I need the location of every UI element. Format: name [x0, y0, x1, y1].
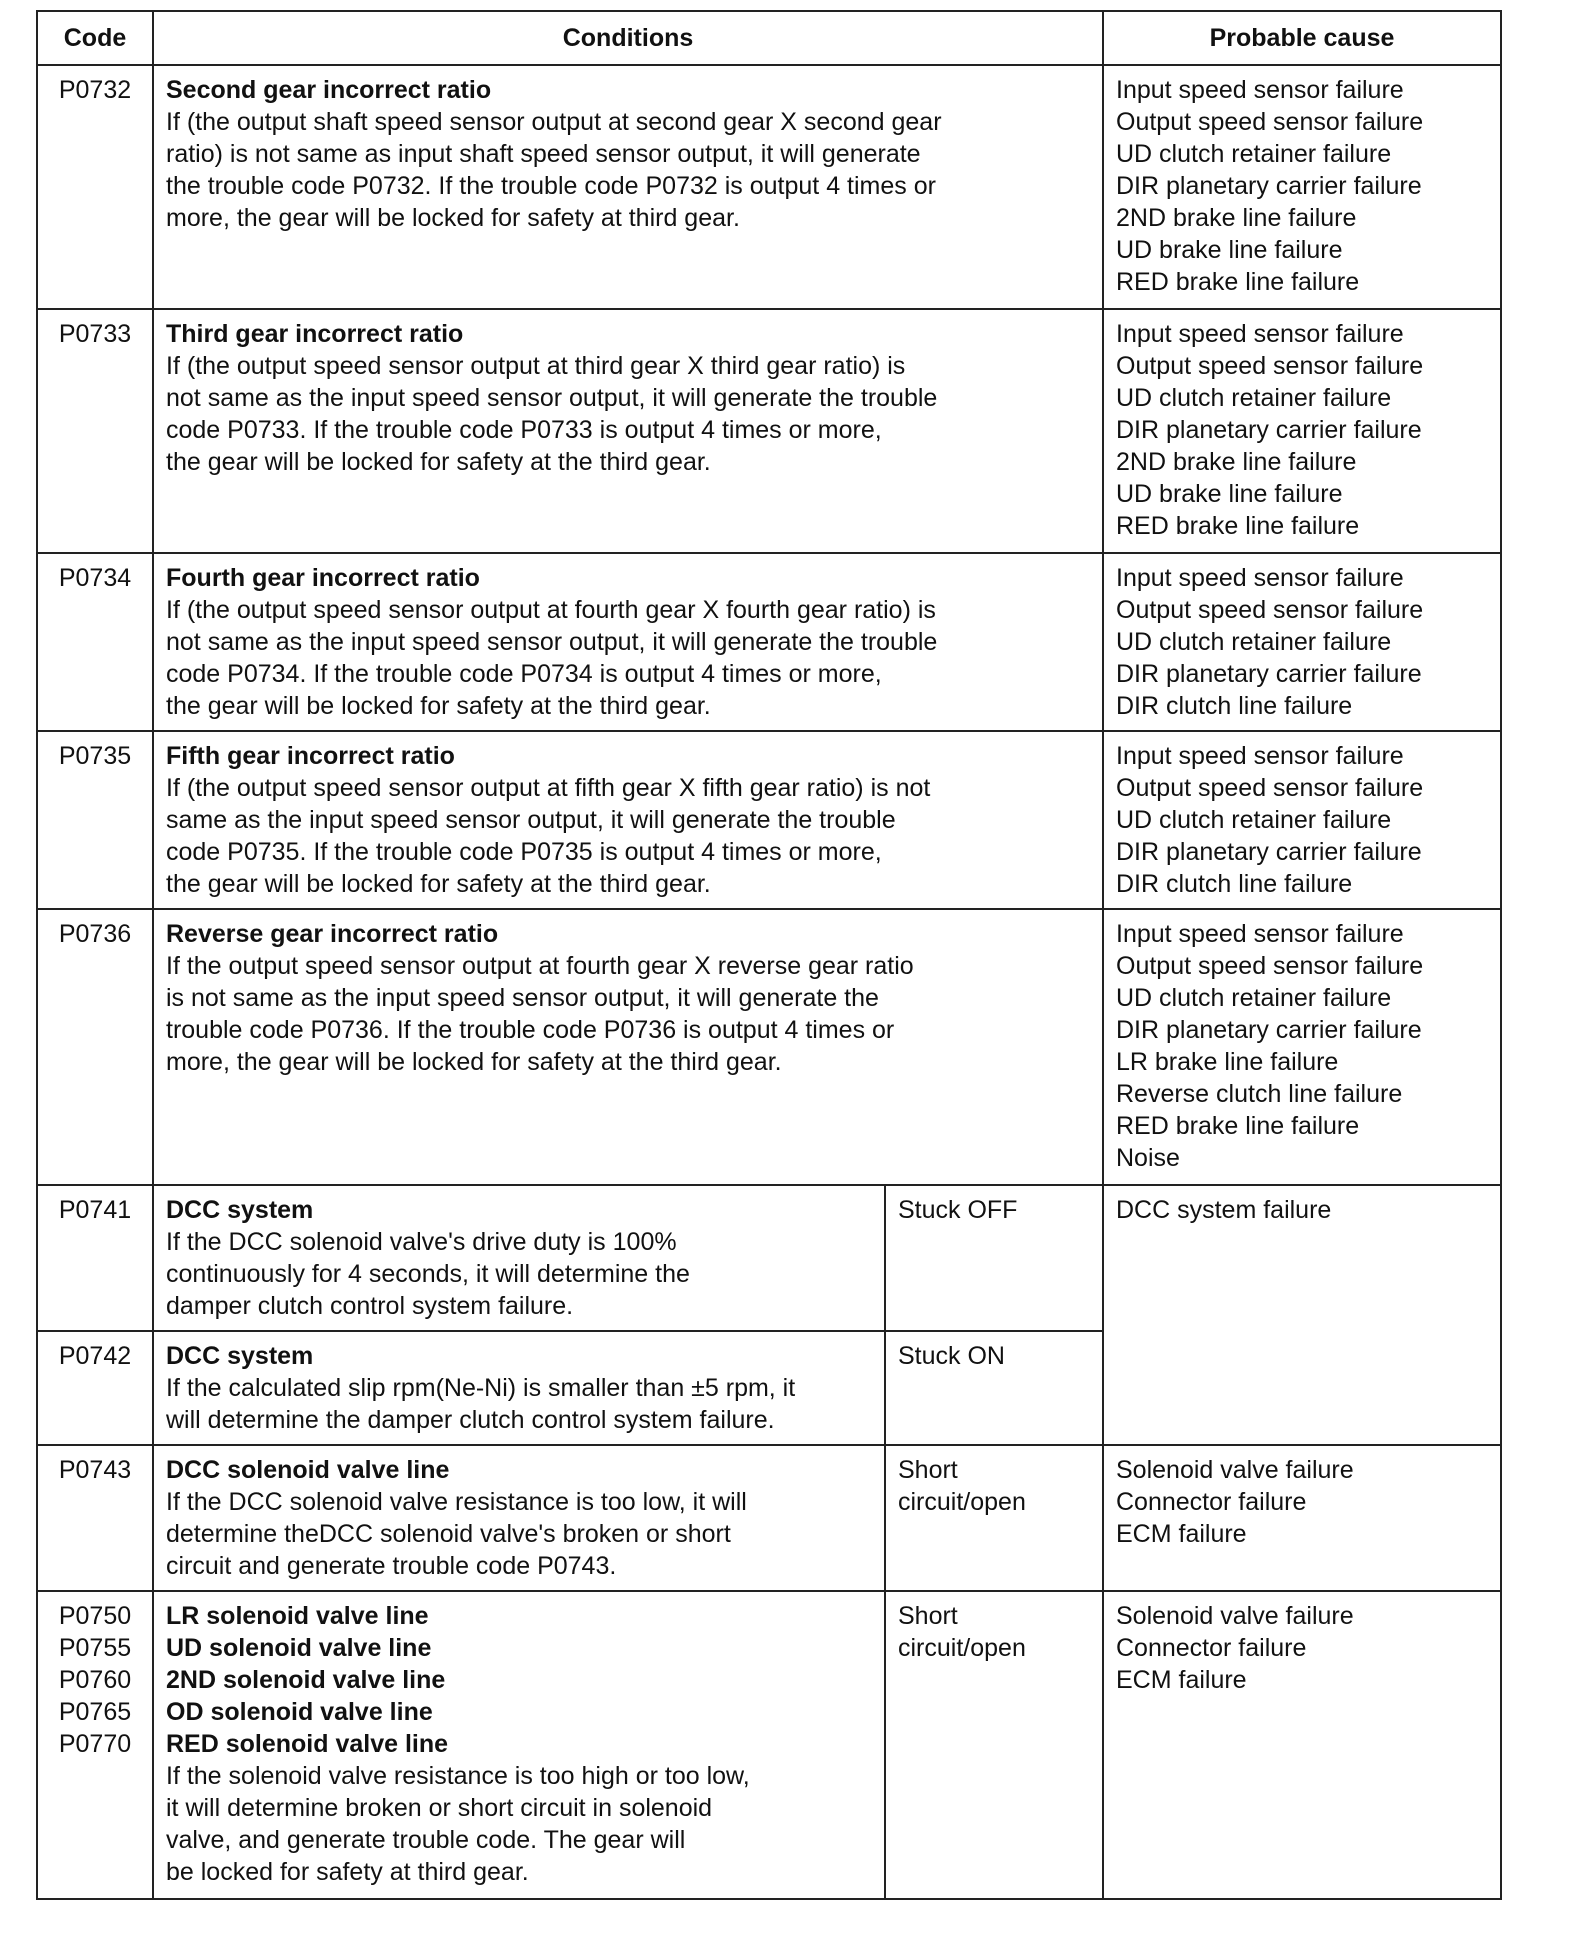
cause-item: LR brake line failure: [1116, 1048, 1339, 1076]
cause-item: Input speed sensor failure: [1116, 320, 1404, 348]
condition-text: the gear will be locked for safety at the third gear.: [166, 870, 711, 898]
condition-text: valve, and generate trouble code. The gear will: [166, 1826, 686, 1854]
fault-state: Stuck ON: [898, 1342, 1005, 1370]
probable-cause-cell: [1103, 909, 1501, 1185]
trouble-code: P0732: [58, 76, 132, 104]
conditions-cell: [153, 1185, 885, 1331]
cause-item: UD clutch retainer failure: [1116, 384, 1392, 412]
cause-item: Output speed sensor failure: [1116, 108, 1424, 136]
cause-item: UD clutch retainer failure: [1116, 984, 1392, 1012]
condition-title: Third gear incorrect ratio: [166, 320, 464, 348]
cause-item: 2ND brake line failure: [1116, 448, 1357, 476]
trouble-code: P0735: [58, 742, 132, 770]
header-probable-cause: Probable cause: [1103, 11, 1501, 65]
cause-item: Input speed sensor failure: [1116, 742, 1404, 770]
state-cell: [885, 1185, 1103, 1331]
cause-item: DIR clutch line failure: [1116, 692, 1353, 720]
condition-text: trouble code P0736. If the trouble code P0736 is output 4 times or: [166, 1016, 895, 1044]
state-cell: [885, 1445, 1103, 1591]
cause-item: Input speed sensor failure: [1116, 76, 1404, 104]
header-row: [37, 11, 1501, 65]
cause-item: Reverse clutch line failure: [1116, 1080, 1403, 1108]
condition-text: more, the gear will be locked for safety at the third gear.: [166, 1048, 782, 1076]
conditions-cell: [153, 65, 1103, 309]
condition-title: LR solenoid valve line: [166, 1602, 429, 1630]
table-row: [37, 553, 1501, 731]
condition-text: code P0734. If the trouble code P0734 is output 4 times or more,: [166, 660, 882, 688]
code-cell: [37, 1185, 153, 1331]
conditions-cell: [153, 731, 1103, 909]
table-row: [37, 1591, 1501, 1899]
cause-item: Connector failure: [1116, 1634, 1307, 1662]
fault-state: circuit/open: [898, 1488, 1026, 1516]
condition-title: Second gear incorrect ratio: [166, 76, 492, 104]
condition-text: determine theDCC solenoid valve's broken or short: [166, 1520, 731, 1548]
cause-item: RED brake line failure: [1116, 512, 1360, 540]
state-cell: [885, 1331, 1103, 1445]
code-cell: [37, 1331, 153, 1445]
condition-text: the gear will be locked for safety at the third gear.: [166, 692, 711, 720]
condition-text: code P0733. If the trouble code P0733 is output 4 times or more,: [166, 416, 882, 444]
conditions-cell: [153, 909, 1103, 1185]
probable-cause-cell: [1103, 731, 1501, 909]
trouble-code: P0742: [58, 1342, 132, 1370]
cause-item: DIR clutch line failure: [1116, 870, 1353, 898]
cause-item: UD brake line failure: [1116, 236, 1343, 264]
condition-text: continuously for 4 seconds, it will determine the: [166, 1260, 690, 1288]
cause-item: Solenoid valve failure: [1116, 1456, 1354, 1484]
condition-title: Fifth gear incorrect ratio: [166, 742, 455, 770]
cause-item: Output speed sensor failure: [1116, 352, 1424, 380]
table-row: [37, 731, 1501, 909]
table-row: [37, 309, 1501, 553]
probable-cause-cell: [1103, 1185, 1501, 1445]
trouble-code: P0750: [58, 1602, 132, 1630]
condition-text: is not same as the input speed sensor output, it will generate the: [166, 984, 879, 1012]
dtc-table: [36, 10, 1502, 1900]
condition-text: If the output speed sensor output at fourth gear X reverse gear ratio: [166, 952, 914, 980]
header-code: Code: [37, 11, 153, 65]
fault-state: Short: [898, 1456, 958, 1484]
header-conditions: Conditions: [153, 11, 1103, 65]
condition-text: code P0735. If the trouble code P0735 is output 4 times or more,: [166, 838, 882, 866]
cause-item: RED brake line failure: [1116, 1112, 1360, 1140]
condition-title: RED solenoid valve line: [166, 1730, 449, 1758]
trouble-code: P0765: [58, 1698, 132, 1726]
cause-item: UD clutch retainer failure: [1116, 628, 1392, 656]
cause-item: 2ND brake line failure: [1116, 204, 1357, 232]
trouble-code: P0755: [58, 1634, 132, 1662]
trouble-code: P0733: [58, 320, 132, 348]
code-cell: [37, 909, 153, 1185]
cause-item: DIR planetary carrier failure: [1116, 416, 1422, 444]
condition-text: not same as the input speed sensor output, it will generate the trouble: [166, 628, 938, 656]
trouble-code: P0743: [58, 1456, 132, 1484]
cause-item: DIR planetary carrier failure: [1116, 838, 1422, 866]
condition-text: If the DCC solenoid valve's drive duty is 100%: [166, 1228, 677, 1256]
code-cell: [37, 731, 153, 909]
condition-text: If (the output speed sensor output at fifth gear X fifth gear ratio) is not: [166, 774, 931, 802]
fault-state: circuit/open: [898, 1634, 1026, 1662]
dtc-page: [36, 10, 1500, 1900]
condition-text: it will determine broken or short circuit in solenoid: [166, 1794, 713, 1822]
cause-item: Output speed sensor failure: [1116, 596, 1424, 624]
condition-text: the trouble code P0732. If the trouble code P0732 is output 4 times or: [166, 172, 936, 200]
cause-item: Solenoid valve failure: [1116, 1602, 1354, 1630]
cause-item: DIR planetary carrier failure: [1116, 172, 1422, 200]
trouble-code: P0760: [58, 1666, 132, 1694]
code-cell: [37, 1445, 153, 1591]
cause-item: Connector failure: [1116, 1488, 1307, 1516]
trouble-code: P0734: [58, 564, 132, 592]
table-row: [37, 909, 1501, 1185]
probable-cause-cell: [1103, 1591, 1501, 1899]
fault-state: Short: [898, 1602, 958, 1630]
table-row: [37, 1445, 1501, 1591]
condition-text: circuit and generate trouble code P0743.: [166, 1552, 617, 1580]
probable-cause-cell: [1103, 65, 1501, 309]
condition-text: If the solenoid valve resistance is too high or too low,: [166, 1762, 750, 1790]
table-row: [37, 1185, 1501, 1331]
condition-title: Reverse gear incorrect ratio: [166, 920, 499, 948]
code-cell: [37, 1591, 153, 1899]
condition-title: UD solenoid valve line: [166, 1634, 432, 1662]
probable-cause-cell: [1103, 1445, 1501, 1591]
condition-text: If (the output shaft speed sensor output at second gear X second gear: [166, 108, 942, 136]
cause-item: DIR planetary carrier failure: [1116, 1016, 1422, 1044]
cause-item: DIR planetary carrier failure: [1116, 660, 1422, 688]
trouble-code: P0770: [58, 1730, 132, 1758]
condition-text: not same as the input speed sensor output, it will generate the trouble: [166, 384, 938, 412]
conditions-cell: [153, 1591, 885, 1899]
trouble-code: P0741: [58, 1196, 132, 1224]
conditions-cell: [153, 309, 1103, 553]
trouble-code: P0736: [58, 920, 132, 948]
code-cell: [37, 309, 153, 553]
cause-item: UD brake line failure: [1116, 480, 1343, 508]
cause-item: Input speed sensor failure: [1116, 564, 1404, 592]
probable-cause-cell: [1103, 553, 1501, 731]
cause-item: ECM failure: [1116, 1666, 1247, 1694]
condition-title: DCC system: [166, 1342, 314, 1370]
conditions-cell: [153, 553, 1103, 731]
cause-item: Output speed sensor failure: [1116, 774, 1424, 802]
cause-item: UD clutch retainer failure: [1116, 806, 1392, 834]
cause-item: Input speed sensor failure: [1116, 920, 1404, 948]
cause-item: Noise: [1116, 1144, 1180, 1172]
condition-text: same as the input speed sensor output, it will generate the trouble: [166, 806, 896, 834]
conditions-cell: [153, 1445, 885, 1591]
condition-title: DCC system: [166, 1196, 314, 1224]
cause-item: DCC system failure: [1116, 1196, 1332, 1224]
code-cell: [37, 553, 153, 731]
condition-text: ratio) is not same as input shaft speed sensor output, it will generate: [166, 140, 921, 168]
fault-state: Stuck OFF: [898, 1196, 1018, 1224]
cause-item: UD clutch retainer failure: [1116, 140, 1392, 168]
condition-text: more, the gear will be locked for safety at third gear.: [166, 204, 740, 232]
state-cell: [885, 1591, 1103, 1899]
probable-cause-cell: [1103, 309, 1501, 553]
condition-text: be locked for safety at third gear.: [166, 1858, 529, 1886]
condition-text: the gear will be locked for safety at the third gear.: [166, 448, 711, 476]
condition-title: DCC solenoid valve line: [166, 1456, 450, 1484]
condition-title: OD solenoid valve line: [166, 1698, 433, 1726]
condition-title: 2ND solenoid valve line: [166, 1666, 446, 1694]
condition-text: If (the output speed sensor output at fourth gear X fourth gear ratio) is: [166, 596, 936, 624]
condition-text: damper clutch control system failure.: [166, 1292, 574, 1320]
condition-text: will determine the damper clutch control system failure.: [166, 1406, 775, 1434]
cause-item: RED brake line failure: [1116, 268, 1360, 296]
cause-item: ECM failure: [1116, 1520, 1247, 1548]
condition-title: Fourth gear incorrect ratio: [166, 564, 480, 592]
condition-text: If the DCC solenoid valve resistance is too low, it will: [166, 1488, 747, 1516]
condition-text: If the calculated slip rpm(Ne-Ni) is smaller than ±5 rpm, it: [166, 1374, 796, 1402]
table-row: [37, 65, 1501, 309]
condition-text: If (the output speed sensor output at third gear X third gear ratio) is: [166, 352, 906, 380]
cause-item: Output speed sensor failure: [1116, 952, 1424, 980]
code-cell: [37, 65, 153, 309]
conditions-cell: [153, 1331, 885, 1445]
